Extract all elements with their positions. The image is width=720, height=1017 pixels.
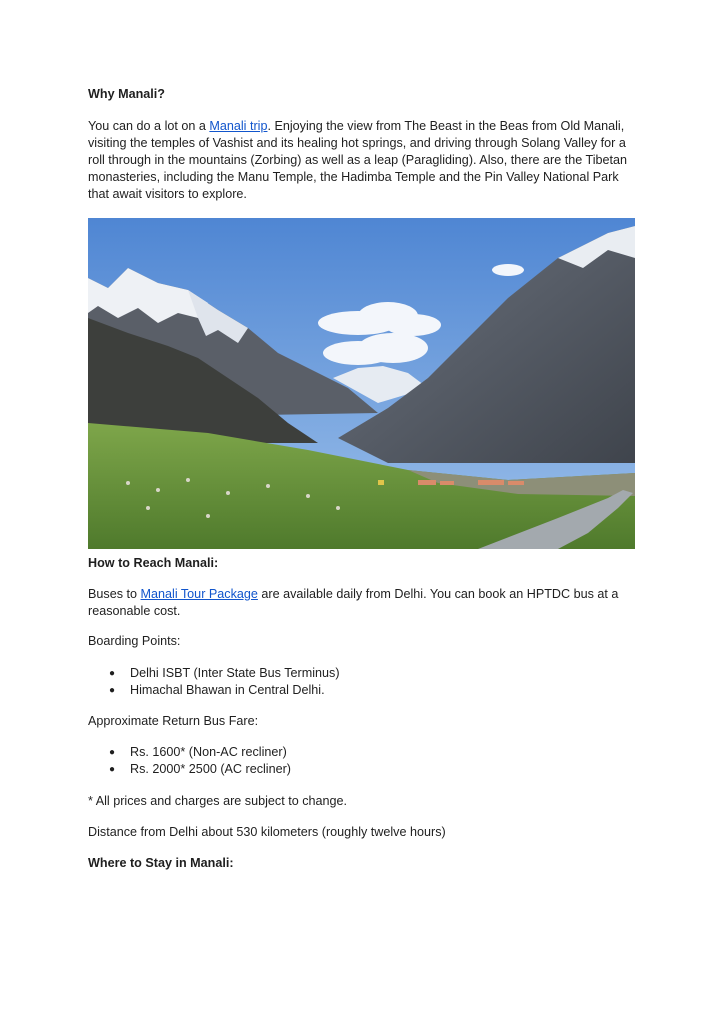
manali-trip-link[interactable]: Manali trip xyxy=(209,119,268,133)
intro-paragraph xyxy=(88,118,636,203)
intro-text-end: . Enjoying the view from The Beast in the Beas from Old Manali, visiting the temples of Vashist and its healing hot springs, and driving through Solang Valley for a roll through in the mountains (Zorbing) as well as a leap (Paragliding). Also, there are the Tibetan monasteries, including the Manu Temple, the Hadimba Temple and the Pin Valley National Park that await visitors to explore. xyxy=(88,119,628,201)
boarding-points-list xyxy=(88,665,636,699)
heading-how-to-reach: How to Reach Manali: xyxy=(88,556,219,570)
price-note: * All prices and charges are subject to change. xyxy=(88,794,348,808)
heading-why-manali: Why Manali? xyxy=(88,87,165,101)
list-item: ● Delhi ISBT (Inter State Bus Terminus) xyxy=(109,666,340,680)
list-item: ● Rs. 1600* (Non-AC recliner) xyxy=(109,745,287,759)
fare-list xyxy=(88,744,636,778)
manali-tour-package-link[interactable]: Manali Tour Package xyxy=(140,587,258,601)
bullet-icon: ● xyxy=(109,685,116,696)
bullet-icon: ● xyxy=(109,764,116,775)
bullet-icon: ● xyxy=(109,668,116,679)
list-item: ● Rs. 2000* 2500 (AC recliner) xyxy=(109,762,291,776)
list-item: ● Himachal Bhawan in Central Delhi. xyxy=(109,683,325,697)
fare-label: Approximate Return Bus Fare: xyxy=(88,714,259,728)
boarding-points-label: Boarding Points: xyxy=(88,634,181,648)
bus-text-start: Buses to xyxy=(88,587,141,601)
bullet-icon: ● xyxy=(109,747,116,758)
intro-text-start: You can do a lot on a xyxy=(88,119,210,133)
bus-paragraph xyxy=(88,586,636,620)
heading-where-to-stay: Where to Stay in Manali: xyxy=(88,856,234,870)
bus-text-end: are available daily from Delhi. You can book an HPTDC bus at a reasonable cost. xyxy=(88,587,619,618)
mountain-valley-photo xyxy=(88,218,635,549)
distance-text: Distance from Delhi about 530 kilometers (roughly twelve hours) xyxy=(88,825,446,839)
